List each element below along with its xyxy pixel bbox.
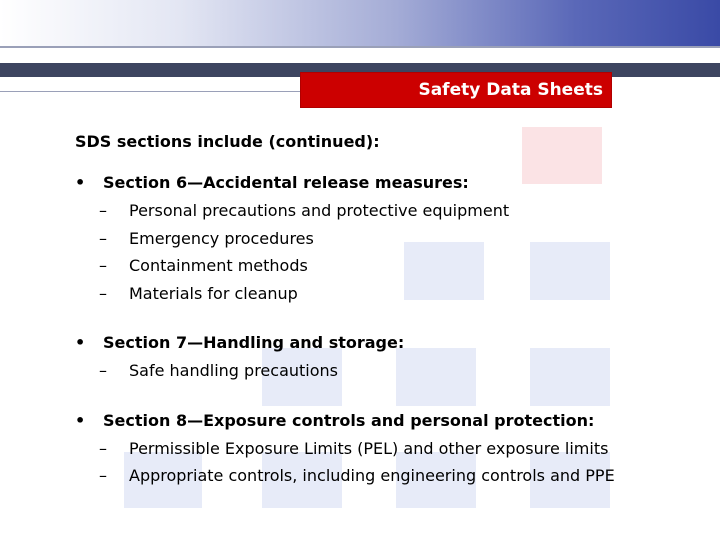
list-item <box>99 256 695 284</box>
section-heading: Section 7—Handling and storage: <box>103 333 405 352</box>
bullet-row <box>75 333 695 357</box>
bullet-icon: • <box>75 333 86 352</box>
header-divider <box>0 46 720 48</box>
title-bar <box>300 72 612 108</box>
list-item-text: Containment methods <box>129 256 308 275</box>
dash-icon: – <box>99 361 107 380</box>
list-item-text: Materials for cleanup <box>129 283 298 303</box>
intro-heading: SDS sections include (continued): <box>75 132 380 151</box>
bullet-row <box>75 411 695 435</box>
sub-list <box>75 439 695 494</box>
dash-icon: – <box>99 228 107 248</box>
sub-list <box>75 201 695 311</box>
list-item-text: Permissible Exposure Limits (PEL) and other exposure limits <box>129 438 609 458</box>
section-6 <box>75 173 695 311</box>
dash-icon: – <box>99 438 107 458</box>
section-7 <box>75 333 695 389</box>
list-item <box>99 361 695 389</box>
list-item <box>99 229 695 257</box>
dash-icon: – <box>99 201 107 220</box>
bullet-icon: • <box>75 410 86 430</box>
dash-icon: – <box>99 256 107 275</box>
bullet-row <box>75 173 695 197</box>
list-item <box>99 284 695 312</box>
list-item <box>99 466 695 494</box>
section-heading: Section 6—Accidental release measures: <box>103 173 469 192</box>
list-item-text: Safe handling precautions <box>129 361 338 380</box>
list-item <box>99 201 695 229</box>
list-item <box>99 439 695 467</box>
section-8 <box>75 411 695 494</box>
dash-icon: – <box>99 466 107 485</box>
list-item-text: Appropriate controls, including engineering controls and PPE <box>129 466 615 485</box>
slide-title: Safety Data Sheets <box>418 80 603 100</box>
header-gradient <box>0 0 720 46</box>
section-heading: Section 8—Exposure controls and personal protection: <box>103 410 595 430</box>
bullet-icon: • <box>75 173 86 192</box>
sub-list <box>75 361 695 389</box>
list-item-text: Personal precautions and protective equipment <box>129 201 510 220</box>
list-item-text: Emergency procedures <box>129 228 314 248</box>
slide-body <box>75 132 695 516</box>
title-rule <box>0 91 300 92</box>
dash-icon: – <box>99 283 107 303</box>
